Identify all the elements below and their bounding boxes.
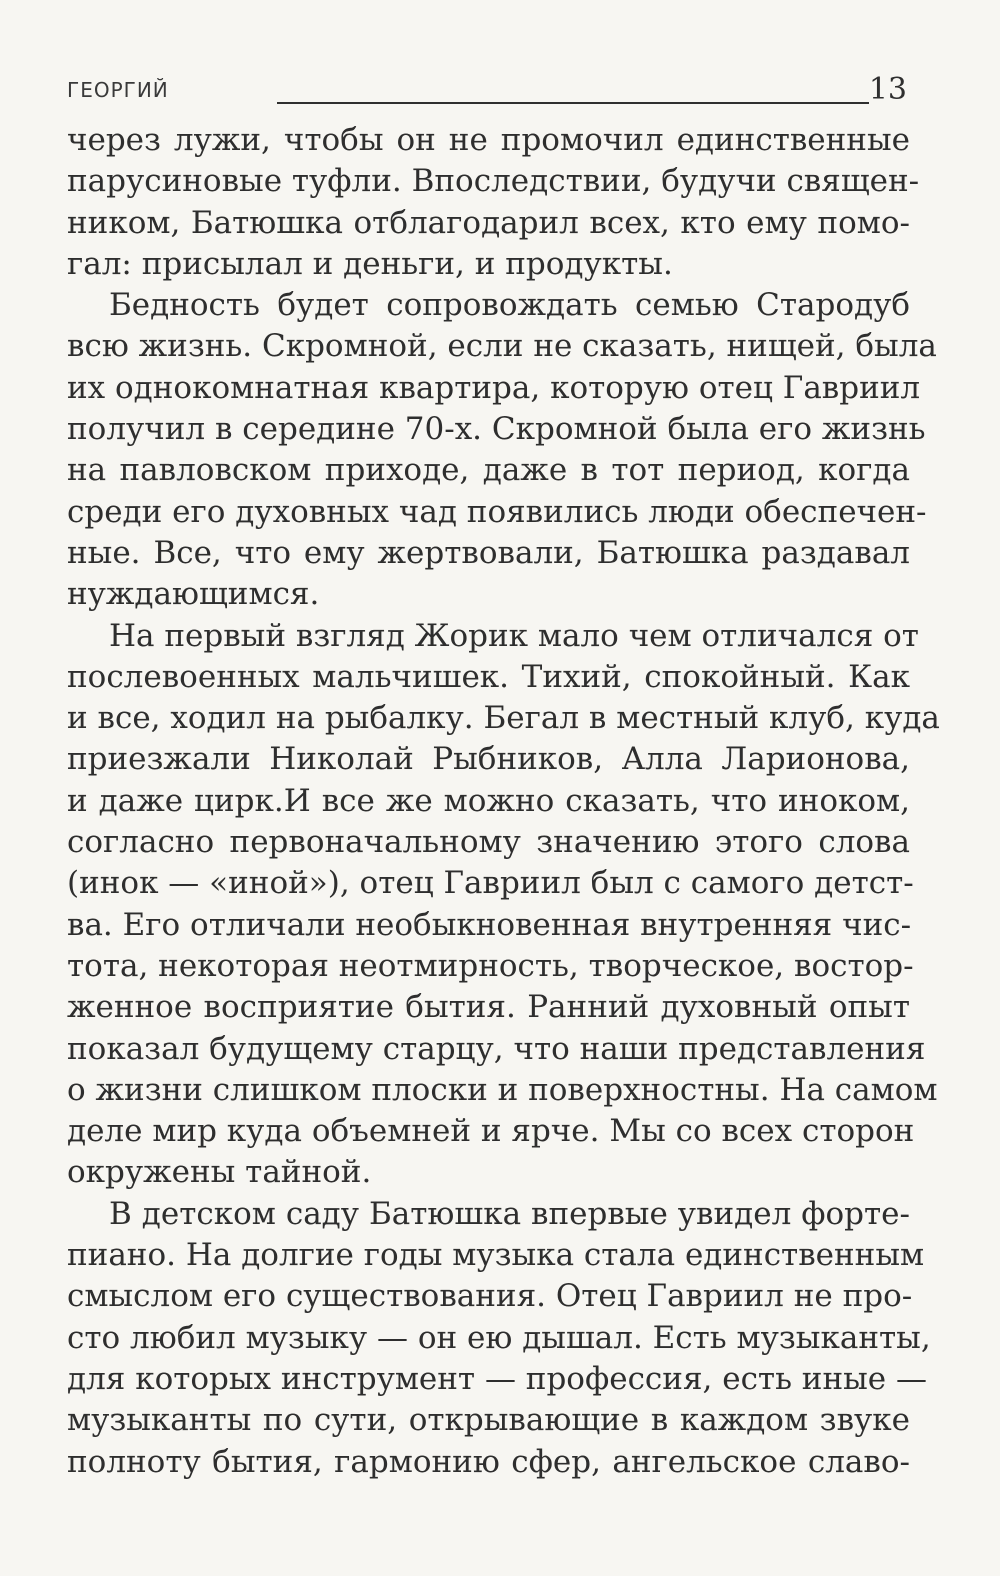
text-line: сто любил музыку — он ею дышал. Есть музыканты, [67, 1319, 931, 1356]
paragraph [67, 616, 940, 1194]
text-line: послевоенных мальчишек. Тихий, спокойный. Как [67, 658, 910, 695]
text-line: гал: присылал и деньги, и продукты. [67, 245, 673, 282]
text-line: (инок — «иной»), отец Гавриил был с самого детст- [67, 865, 914, 902]
text-line: женное восприятие бытия. Ранний духовный опыт [67, 989, 910, 1026]
text-line: тота, некоторая неотмирность, творческое, востор- [67, 947, 914, 984]
body-text [67, 120, 940, 1483]
paragraph [67, 120, 920, 285]
text-line: смыслом его существования. Отец Гавриил не про- [67, 1278, 913, 1315]
text-line: окружены тайной. [67, 1154, 372, 1191]
text-line: их однокомнатная квартира, которую отец Гавриил [67, 369, 921, 406]
text-line: и все, ходил на рыбалку. Бегал в местный клуб, куда [67, 700, 940, 737]
page-number: 13 [868, 72, 907, 107]
text-line: парусиновые туфли. Впоследствии, будучи священ- [67, 163, 920, 200]
text-line: музыканты по сути, открывающие в каждом звуке [67, 1402, 910, 1439]
text-line: пиано. На долгие годы музыка стала единственным [67, 1237, 925, 1274]
text-line: нуждающимся. [67, 576, 320, 613]
text-line: о жизни слишком плоски и поверхностны. На самом [67, 1071, 938, 1108]
text-line: всю жизнь. Скромной, если не сказать, нищей, была [67, 328, 937, 365]
text-line: на павловском приходе, даже в тот период, когда [67, 452, 910, 489]
text-line: показал будущему старцу, что наши представления [67, 1030, 926, 1067]
text-line: деле мир куда объемней и ярче. Мы со всех сторон [67, 1113, 915, 1150]
text-line: Бедность будет сопровождать семью Стародуб [109, 287, 910, 324]
text-line: В детском саду Батюшка впервые увидел форте- [109, 1195, 910, 1232]
text-line: ва. Его отличали необыкновенная внутренняя чис- [67, 906, 912, 943]
text-line: получил в середине 70-х. Скромной была его жизнь [67, 411, 926, 448]
header-rule [277, 102, 869, 104]
text-line: ные. Все, что ему жертвовали, Батюшка раздавал [67, 534, 910, 571]
text-line: На первый взгляд Жорик мало чем отличался от [109, 617, 919, 654]
text-line: и даже цирк.И все же можно сказать, что иноком, [67, 782, 910, 819]
text-line: для которых инструмент — профессия, есть иные — [67, 1360, 928, 1397]
text-line: через лужи, чтобы он не промочил единственные [67, 122, 910, 158]
running-title: ГЕОРГИЙ [67, 78, 169, 102]
text-line: ником, Батюшка отблагодарил всех, кто ему помо- [67, 204, 910, 241]
text-line: приезжали Николай Рыбников, Алла Ларионова, [67, 741, 910, 778]
paragraph [67, 285, 937, 615]
text-line: среди его духовных чад появились люди обеспечен- [67, 493, 927, 530]
running-head [67, 72, 907, 112]
paragraph [67, 1194, 931, 1483]
text-line: согласно первоначальному значению этого слова [67, 824, 910, 861]
text-line: полноту бытия, гармонию сфер, ангельское славо- [67, 1443, 910, 1480]
